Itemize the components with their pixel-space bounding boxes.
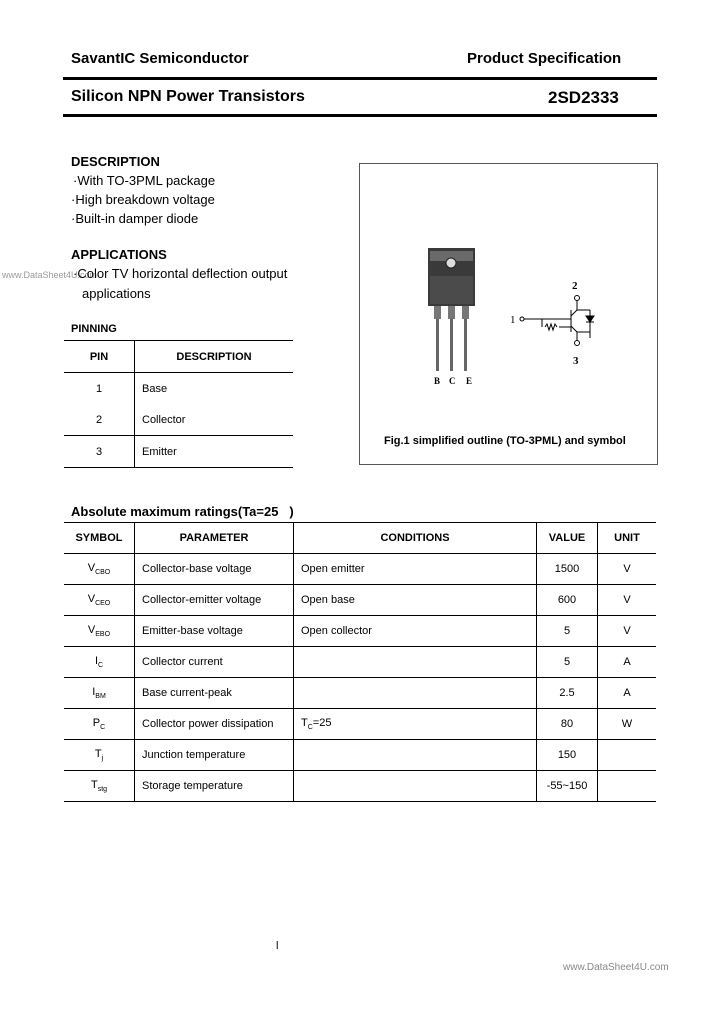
rating-symbol: $V_{CBO}$ [64,554,135,585]
description-item: ·Built-in damper diode [71,211,199,226]
rating-condition [294,647,537,678]
pin-description: Emitter [142,445,177,458]
description-column-header: DESCRIPTION [176,350,252,363]
table-row [64,771,656,802]
transistor-symbol [520,296,594,346]
rating-unit: W [621,718,633,730]
page-number: l [276,940,279,952]
pin-label-e: E [466,376,473,386]
ratings-heading-text: Absolute maximum ratings(Ta=25 [71,504,279,519]
rating-symbol: $V_{EBO}$ [64,616,135,647]
rating-value: 1500 [537,554,598,585]
pin-description: Base [142,382,168,395]
ratings-heading-close: ) [289,504,294,519]
package-outline [428,248,475,371]
rating-unit: V [623,625,631,637]
application-line: ·Color TV horizontal deflection output [73,266,288,281]
pin-label-b: B [434,376,441,386]
rating-symbol: $T_j$ [64,740,135,771]
rating-unit [598,740,657,771]
rating-symbol: $I_{BM}$ [64,678,135,709]
rating-value: 5 [537,616,598,647]
rating-symbol: $P_C$ [64,709,135,740]
pin-number: 1 [64,373,135,405]
rating-condition [294,678,537,709]
rating-parameter: Collector current [135,647,294,678]
unit-column-header: UNIT [614,532,640,544]
rating-value: -55~150 [537,771,598,802]
rating-parameter: Collector power dissipation [135,709,294,740]
rating-symbol: $T_{stg}$ [64,771,135,802]
description-heading: DESCRIPTION [71,154,160,169]
table-row [64,373,293,405]
pin-description: Collector [142,413,186,426]
rating-parameter: Base current-peak [135,678,294,709]
footer-watermark: www.DataSheet4U.com [563,962,669,973]
applications-heading: APPLICATIONS [71,247,167,262]
symbol-column-header: SYMBOL [64,523,135,554]
table-row [64,740,656,771]
ratings-heading [71,504,294,519]
table-row [64,709,656,740]
pin-label-c: C [449,376,456,386]
table-row [64,678,656,709]
parameter-column-header: PARAMETER [135,523,294,554]
rating-value: 600 [537,585,598,616]
rating-condition: Open emitter [294,554,537,585]
rating-condition: $T_C=25$ [294,709,537,740]
table-row [64,554,656,585]
symbol-label-2: 2 [572,280,578,292]
rating-parameter: Emitter-base voltage [135,616,294,647]
rating-unit: V [623,594,631,606]
rating-parameter: Junction temperature [135,740,294,771]
description-item: ·With TO-3PML package [73,173,216,188]
pinning-table [64,340,293,468]
pin-number: 2 [64,404,135,436]
rating-unit: V [623,563,631,575]
header-rule-top [63,77,657,80]
symbol-label-3: 3 [573,355,579,367]
rating-parameter: Storage temperature [135,771,294,802]
rating-value: 150 [537,740,598,771]
pinning-heading: PINNING [71,323,117,335]
rating-symbol: $I_C$ [64,647,135,678]
rating-unit: A [623,687,631,699]
table-row [64,436,293,468]
pin-column-header: PIN [64,341,135,373]
conditions-column-header: CONDITIONS [294,523,537,554]
ratings-table [64,522,656,802]
pin-number: 3 [64,436,135,468]
product-title: Silicon NPN Power Transistors [71,88,305,105]
rating-symbol: $V_{CEO}$ [64,585,135,616]
package-and-symbol-drawing [360,164,657,464]
table-row [64,616,656,647]
table-row [64,404,293,436]
figure-caption: Fig.1 simplified outline (TO-3PML) and symbol [384,435,626,447]
rating-value: 2.5 [537,678,598,709]
watermark-left: www.DataSheet4U.com [2,270,98,280]
rating-condition: Open base [294,585,537,616]
rating-condition [294,771,537,802]
part-number: 2SD2333 [548,88,619,107]
rating-parameter: Collector-emitter voltage [135,585,294,616]
rating-condition [294,740,537,771]
table-row [64,585,656,616]
description-item: ·High breakdown voltage [71,192,215,207]
rating-value: 5 [537,647,598,678]
value-column-header: VALUE [537,523,598,554]
symbol-label-1: 1 [510,314,516,326]
company-name: SavantIC Semiconductor [71,50,249,67]
application-line: applications [82,286,151,301]
figure-box [359,163,658,465]
rating-condition: Open collector [294,616,537,647]
table-row [64,647,656,678]
header-rule-bottom [63,114,657,117]
document-type: Product Specification [467,50,622,67]
rating-value: 80 [537,709,598,740]
rating-unit: A [623,656,631,668]
rating-parameter: Collector-base voltage [135,554,294,585]
rating-unit [598,771,657,802]
